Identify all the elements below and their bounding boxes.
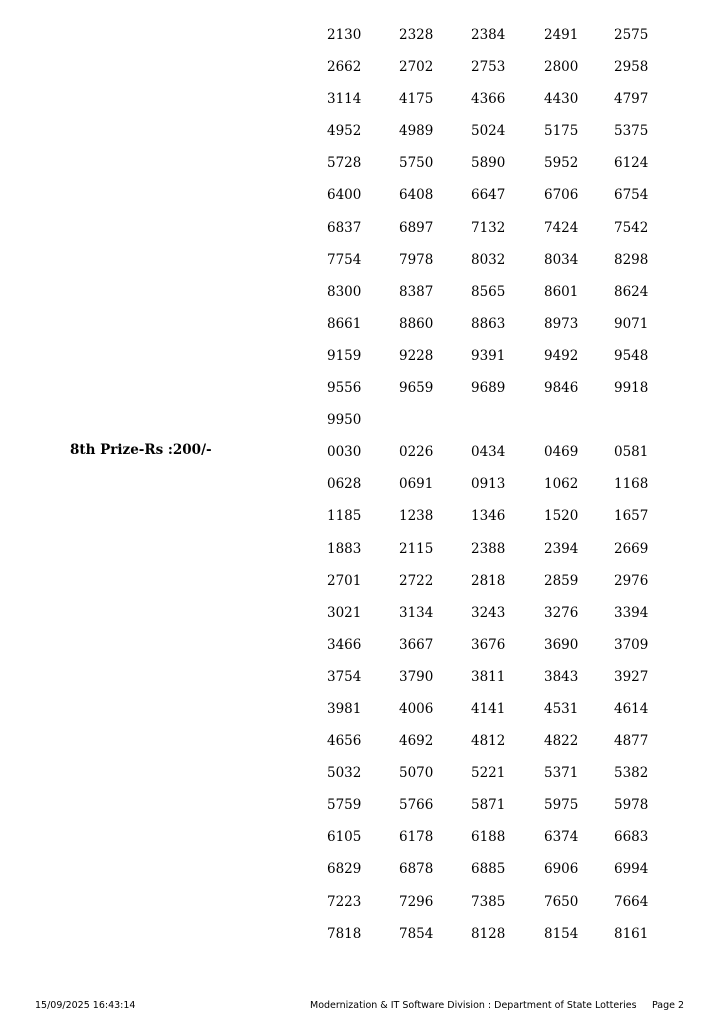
table-row — [0, 470, 724, 502]
table-row — [0, 502, 724, 534]
ticket-number: 7542 — [614, 219, 649, 236]
footer-division: Modernization & IT Software Division : Department of State Lotteries — [310, 1000, 637, 1011]
ticket-number: 9918 — [614, 380, 649, 397]
table-row — [0, 181, 724, 213]
ticket-number: 4430 — [544, 91, 579, 108]
ticket-number: 2800 — [544, 59, 579, 76]
ticket-number: 4877 — [614, 733, 649, 750]
ticket-number: 8624 — [614, 283, 649, 300]
ticket-number: 8661 — [327, 315, 362, 332]
table-row — [0, 406, 724, 438]
table-row — [0, 374, 724, 406]
ticket-number: 7296 — [399, 893, 434, 910]
ticket-number: 5952 — [544, 155, 579, 172]
ticket-number: 8300 — [327, 283, 362, 300]
table-row — [0, 599, 724, 631]
ticket-number: 9846 — [544, 380, 579, 397]
table-row — [0, 695, 724, 727]
ticket-number: 8032 — [471, 251, 506, 268]
table-row — [0, 214, 724, 246]
ticket-number: 4141 — [471, 700, 506, 717]
ticket-number: 8161 — [614, 925, 649, 942]
ticket-number: 3843 — [544, 668, 579, 685]
ticket-number: 2701 — [327, 572, 362, 589]
ticket-number: 0628 — [327, 476, 362, 493]
table-row — [0, 278, 724, 310]
ticket-number: 2115 — [399, 540, 434, 557]
ticket-number: 3709 — [614, 636, 649, 653]
ticket-number: 8298 — [614, 251, 649, 268]
ticket-number: 8034 — [544, 251, 579, 268]
ticket-number: 6885 — [471, 861, 506, 878]
ticket-number: 6105 — [327, 829, 362, 846]
table-row — [0, 888, 724, 920]
ticket-number: 7424 — [544, 219, 579, 236]
table-row — [0, 53, 724, 85]
ticket-number: 3754 — [327, 668, 362, 685]
ticket-number: 0691 — [399, 476, 434, 493]
ticket-number: 5221 — [471, 765, 506, 782]
ticket-number: 2859 — [544, 572, 579, 589]
ticket-number: 2575 — [614, 27, 649, 43]
ticket-number: 0581 — [614, 444, 649, 461]
ticket-number: 1346 — [471, 508, 506, 525]
ticket-number: 6829 — [327, 861, 362, 878]
ticket-number: 6878 — [399, 861, 434, 878]
ticket-number: 4175 — [399, 91, 434, 108]
ticket-number: 8860 — [399, 315, 434, 332]
ticket-number: 2976 — [614, 572, 649, 589]
table-row — [0, 663, 724, 695]
ticket-number: 2702 — [399, 59, 434, 76]
ticket-number: 3790 — [399, 668, 434, 685]
ticket-number: 0434 — [471, 444, 506, 461]
ticket-number: 3276 — [544, 604, 579, 621]
ticket-number: 0913 — [471, 476, 506, 493]
ticket-number: 6897 — [399, 219, 434, 236]
table-row — [0, 85, 724, 117]
ticket-number: 2818 — [471, 572, 506, 589]
ticket-number: 5024 — [471, 123, 506, 140]
ticket-number: 6647 — [471, 187, 506, 204]
ticket-number: 6408 — [399, 187, 434, 204]
ticket-number: 5759 — [327, 797, 362, 814]
ticket-number: 4692 — [399, 733, 434, 750]
ticket-number: 8154 — [544, 925, 579, 942]
ticket-number: 5070 — [399, 765, 434, 782]
table-row — [0, 759, 724, 791]
ticket-number: 4366 — [471, 91, 506, 108]
ticket-number: 5175 — [544, 123, 579, 140]
ticket-number: 6374 — [544, 829, 579, 846]
table-row — [0, 535, 724, 567]
ticket-number: 6124 — [614, 155, 649, 172]
ticket-number: 9492 — [544, 347, 579, 364]
ticket-number: 4006 — [399, 700, 434, 717]
ticket-number: 7132 — [471, 219, 506, 236]
table-row — [0, 342, 724, 374]
ticket-number: 2384 — [471, 27, 506, 43]
ticket-number: 9950 — [327, 412, 362, 429]
ticket-number: 9391 — [471, 347, 506, 364]
ticket-number: 5890 — [471, 155, 506, 172]
ticket-number: 1520 — [544, 508, 579, 525]
ticket-number: 9689 — [471, 380, 506, 397]
ticket-number: 9548 — [614, 347, 649, 364]
table-row — [0, 727, 724, 759]
ticket-number: 1062 — [544, 476, 579, 493]
ticket-number: 5978 — [614, 797, 649, 814]
prize-label: 8th Prize-Rs :200/- — [70, 442, 212, 459]
ticket-number: 1238 — [399, 508, 434, 525]
table-row — [0, 791, 724, 823]
ticket-number: 7818 — [327, 925, 362, 942]
table-row — [0, 310, 724, 342]
ticket-number: 6178 — [399, 829, 434, 846]
ticket-number: 2753 — [471, 59, 506, 76]
prize-number-table — [0, 21, 724, 952]
ticket-number: 6188 — [471, 829, 506, 846]
ticket-number: 0226 — [399, 444, 434, 461]
ticket-number: 8601 — [544, 283, 579, 300]
ticket-number: 6906 — [544, 861, 579, 878]
ticket-number: 8128 — [471, 925, 506, 942]
ticket-number: 8565 — [471, 283, 506, 300]
ticket-number: 7650 — [544, 893, 579, 910]
table-row — [0, 246, 724, 278]
ticket-number: 8863 — [471, 315, 506, 332]
ticket-number: 8387 — [399, 283, 434, 300]
ticket-number: 1185 — [327, 508, 362, 525]
ticket-number: 9228 — [399, 347, 434, 364]
ticket-number: 9159 — [327, 347, 362, 364]
ticket-number: 3394 — [614, 604, 649, 621]
table-row — [0, 567, 724, 599]
ticket-number: 9556 — [327, 380, 362, 397]
ticket-number: 4656 — [327, 733, 362, 750]
ticket-number: 4797 — [614, 91, 649, 108]
ticket-number: 4822 — [544, 733, 579, 750]
ticket-number: 7223 — [327, 893, 362, 910]
ticket-number: 5728 — [327, 155, 362, 172]
ticket-number: 2722 — [399, 572, 434, 589]
ticket-number: 2958 — [614, 59, 649, 76]
ticket-number: 3927 — [614, 668, 649, 685]
ticket-number: 5766 — [399, 797, 434, 814]
ticket-number: 9071 — [614, 315, 649, 332]
table-row — [0, 438, 724, 470]
ticket-number: 5382 — [614, 765, 649, 782]
ticket-number: 7385 — [471, 893, 506, 910]
ticket-number: 2662 — [327, 59, 362, 76]
ticket-number: 4952 — [327, 123, 362, 140]
ticket-number: 5371 — [544, 765, 579, 782]
ticket-number: 0469 — [544, 444, 579, 461]
ticket-number: 5032 — [327, 765, 362, 782]
ticket-number: 2669 — [614, 540, 649, 557]
ticket-number: 3811 — [471, 668, 506, 685]
table-row — [0, 149, 724, 181]
ticket-number: 2328 — [399, 27, 434, 43]
table-row — [0, 117, 724, 149]
ticket-number: 4614 — [614, 700, 649, 717]
ticket-number: 1168 — [614, 476, 649, 493]
ticket-number: 2491 — [544, 27, 579, 43]
ticket-number: 1657 — [614, 508, 649, 525]
ticket-number: 3676 — [471, 636, 506, 653]
ticket-number: 2394 — [544, 540, 579, 557]
ticket-number: 2388 — [471, 540, 506, 557]
ticket-number: 5871 — [471, 797, 506, 814]
ticket-number: 3114 — [327, 91, 362, 108]
table-row — [0, 21, 724, 53]
ticket-number: 7978 — [399, 251, 434, 268]
ticket-number: 0030 — [327, 444, 362, 461]
ticket-number: 9659 — [399, 380, 434, 397]
table-row — [0, 631, 724, 663]
ticket-number: 7664 — [614, 893, 649, 910]
ticket-number: 7854 — [399, 925, 434, 942]
ticket-number: 3243 — [471, 604, 506, 621]
ticket-number: 3981 — [327, 700, 362, 717]
ticket-number: 2130 — [327, 27, 362, 43]
ticket-number: 8973 — [544, 315, 579, 332]
ticket-number: 4989 — [399, 123, 434, 140]
ticket-number: 6994 — [614, 861, 649, 878]
table-row — [0, 823, 724, 855]
ticket-number: 6754 — [614, 187, 649, 204]
ticket-number: 4531 — [544, 700, 579, 717]
ticket-number: 6837 — [327, 219, 362, 236]
footer-timestamp: 15/09/2025 16:43:14 — [35, 1000, 136, 1011]
ticket-number: 5750 — [399, 155, 434, 172]
table-row — [0, 855, 724, 887]
ticket-number: 7754 — [327, 251, 362, 268]
ticket-number: 4812 — [471, 733, 506, 750]
ticket-number: 3134 — [399, 604, 434, 621]
ticket-number: 6706 — [544, 187, 579, 204]
ticket-number: 3690 — [544, 636, 579, 653]
ticket-number: 5375 — [614, 123, 649, 140]
table-row — [0, 920, 724, 952]
ticket-number: 3021 — [327, 604, 362, 621]
footer-page-number: Page 2 — [652, 1000, 685, 1011]
ticket-number: 6400 — [327, 187, 362, 204]
ticket-number: 1883 — [327, 540, 362, 557]
ticket-number: 3667 — [399, 636, 434, 653]
ticket-number: 6683 — [614, 829, 649, 846]
ticket-number: 3466 — [327, 636, 362, 653]
ticket-number: 5975 — [544, 797, 579, 814]
